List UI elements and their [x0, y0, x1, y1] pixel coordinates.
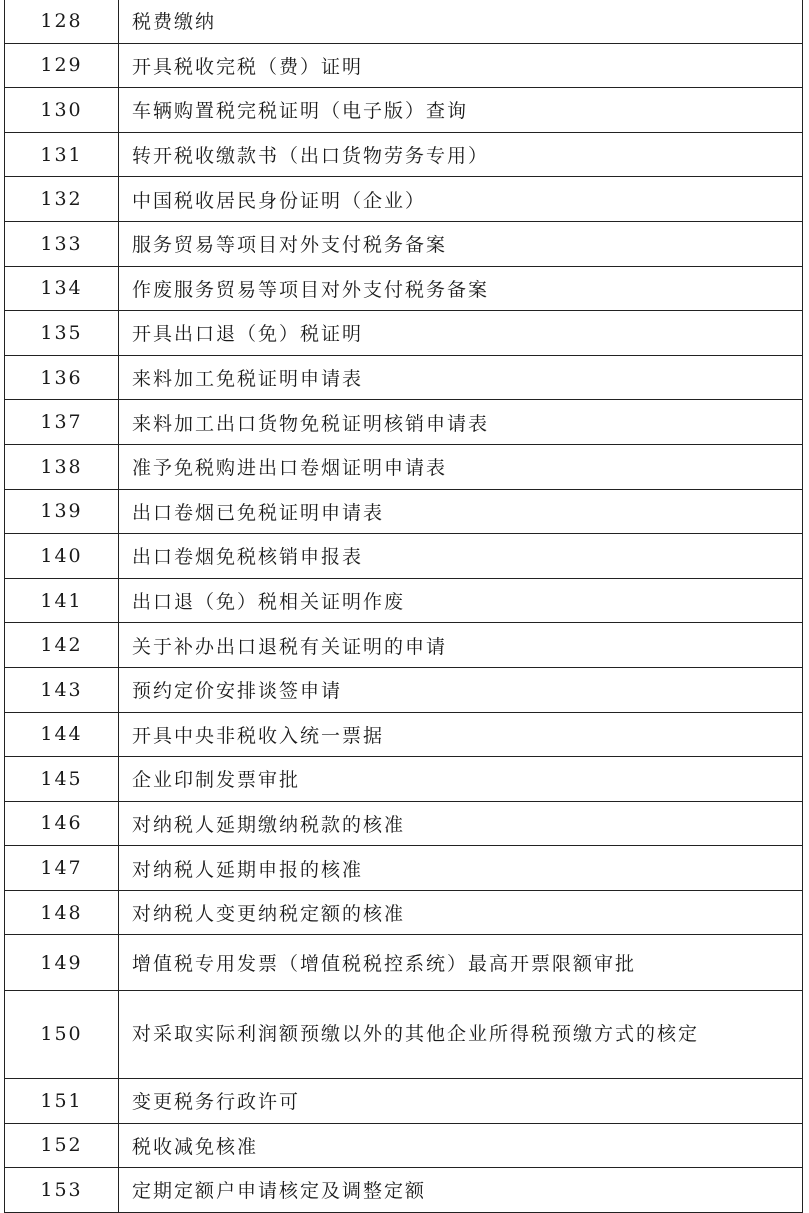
row-number: 139: [5, 489, 119, 534]
row-item: 预约定价安排谈签申请: [119, 667, 803, 712]
row-item: 车辆购置税完税证明（电子版）查询: [119, 88, 803, 133]
table-row: [5, 0, 803, 43]
row-item: 出口卷烟免税核销申报表: [119, 534, 803, 579]
row-item: 关于补办出口退税有关证明的申请: [119, 623, 803, 668]
table-row: [5, 444, 803, 489]
row-number: 133: [5, 221, 119, 266]
row-number: 144: [5, 712, 119, 757]
row-item: 税费缴纳: [119, 0, 803, 43]
table-row: [5, 534, 803, 579]
table-row: [5, 1168, 803, 1213]
table-row: [5, 43, 803, 88]
row-item: 作废服务贸易等项目对外支付税务备案: [119, 266, 803, 311]
table-row: [5, 489, 803, 534]
table-row: [5, 757, 803, 802]
table-row: [5, 846, 803, 891]
row-number: 141: [5, 578, 119, 623]
row-number: 134: [5, 266, 119, 311]
row-number: 143: [5, 667, 119, 712]
table-row: [5, 623, 803, 668]
table-row: [5, 311, 803, 356]
row-number: 136: [5, 355, 119, 400]
table-row: [5, 177, 803, 222]
row-item: 出口卷烟已免税证明申请表: [119, 489, 803, 534]
table-row: [5, 1123, 803, 1168]
row-number: 140: [5, 534, 119, 579]
row-number: 153: [5, 1168, 119, 1213]
row-number: 147: [5, 846, 119, 891]
row-item: 开具出口退（免）税证明: [119, 311, 803, 356]
table-row: [5, 712, 803, 757]
table-row: [5, 132, 803, 177]
row-item: 准予免税购进出口卷烟证明申请表: [119, 444, 803, 489]
row-item: 对纳税人延期申报的核准: [119, 846, 803, 891]
service-items-table: [4, 0, 803, 1213]
row-number: 145: [5, 757, 119, 802]
row-number: 137: [5, 400, 119, 445]
row-number: 130: [5, 88, 119, 133]
table-row: [5, 266, 803, 311]
table-row: [5, 578, 803, 623]
row-number: 149: [5, 935, 119, 991]
table-row: [5, 400, 803, 445]
row-item: 增值税专用发票（增值税税控系统）最高开票限额审批: [119, 935, 803, 991]
table-row: [5, 935, 803, 991]
table-row: [5, 801, 803, 846]
row-item: 开具税收完税（费）证明: [119, 43, 803, 88]
row-number: 152: [5, 1123, 119, 1168]
table-row: [5, 355, 803, 400]
row-item: 变更税务行政许可: [119, 1078, 803, 1123]
row-number: 132: [5, 177, 119, 222]
row-item: 转开税收缴款书（出口货物劳务专用）: [119, 132, 803, 177]
row-item: 对纳税人变更纳税定额的核准: [119, 890, 803, 935]
row-number: 151: [5, 1078, 119, 1123]
row-item: 来料加工出口货物免税证明核销申请表: [119, 400, 803, 445]
table-row: [5, 667, 803, 712]
row-item: 税收减免核准: [119, 1123, 803, 1168]
row-number: 142: [5, 623, 119, 668]
row-item: 定期定额户申请核定及调整定额: [119, 1168, 803, 1213]
row-item: 来料加工免税证明申请表: [119, 355, 803, 400]
row-item: 对纳税人延期缴纳税款的核准: [119, 801, 803, 846]
row-number: 138: [5, 444, 119, 489]
row-number: 135: [5, 311, 119, 356]
row-item: 中国税收居民身份证明（企业）: [119, 177, 803, 222]
row-item: 开具中央非税收入统一票据: [119, 712, 803, 757]
row-item: 企业印制发票审批: [119, 757, 803, 802]
row-number: 128: [5, 0, 119, 43]
table-row: [5, 890, 803, 935]
table-row: [5, 1078, 803, 1123]
table-row: [5, 221, 803, 266]
row-number: 146: [5, 801, 119, 846]
row-item: 服务贸易等项目对外支付税务备案: [119, 221, 803, 266]
row-item: 出口退（免）税相关证明作废: [119, 578, 803, 623]
row-number: 150: [5, 990, 119, 1078]
row-item: 对采取实际利润额预缴以外的其他企业所得税预缴方式的核定: [119, 990, 803, 1078]
table-row: [5, 990, 803, 1078]
row-number: 148: [5, 890, 119, 935]
table-row: [5, 88, 803, 133]
row-number: 131: [5, 132, 119, 177]
row-number: 129: [5, 43, 119, 88]
